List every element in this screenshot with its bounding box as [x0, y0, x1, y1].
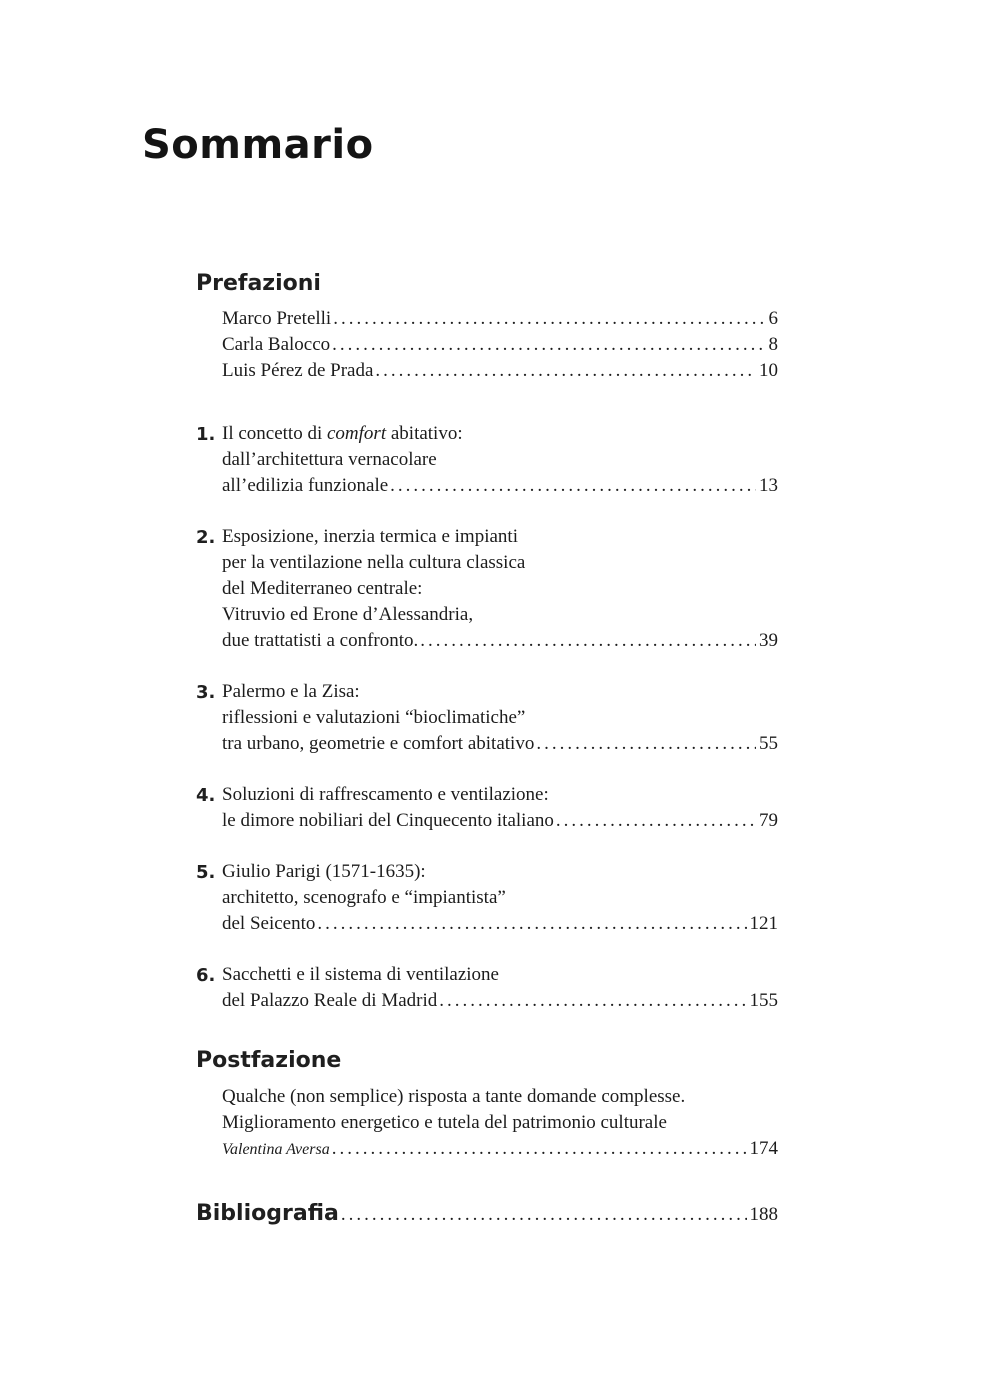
toc-item-page: 188: [749, 1204, 778, 1225]
toc-entry-3: [196, 679, 778, 757]
chapter-number: 2.: [196, 527, 216, 548]
chapter-number: 6.: [196, 965, 216, 986]
chapter-line: per la ventilazione nella cultura classica: [222, 552, 526, 573]
chapter-line: dall’architettura vernacolare: [222, 449, 437, 470]
chapter-line: Palermo e la Zisa:: [222, 681, 360, 702]
postfazione-line: Qualche (non semplice) risposta a tante domande complesse.: [222, 1086, 686, 1107]
chapter-line: Sacchetti e il sistema di ventilazione: [222, 964, 499, 985]
toc-item-page: 174: [749, 1138, 778, 1159]
dot-leader: [332, 332, 765, 358]
chapter-last-line: [222, 808, 778, 834]
toc-item-label: Luis Pérez de Prada: [222, 360, 374, 381]
page-title: Sommario: [142, 122, 374, 168]
chapter-text: due trattatisti a confronto.: [222, 630, 419, 651]
chapter-number: 1.: [196, 424, 216, 445]
chapter-text: Il concetto di: [222, 423, 327, 444]
chapter-text: all’edilizia funzionale: [222, 475, 389, 496]
dot-leader: [390, 473, 756, 499]
postfazione-line: Miglioramento energetico e tutela del patrimonio culturale: [222, 1112, 667, 1133]
postfazione-body: [196, 1084, 778, 1163]
section-bibliografia: [196, 1201, 778, 1228]
chapter-line: del Mediterraneo centrale:: [222, 578, 423, 599]
toc-entry-2: [196, 524, 778, 654]
chapter-line: Vitruvio ed Erone d’Alessandria,: [222, 604, 474, 625]
chapter-line: [222, 421, 778, 447]
chapter-last-line: [222, 731, 778, 757]
toc-item: [222, 332, 778, 358]
chapter-line: Soluzioni di raffrescamento e ventilazione:: [222, 784, 549, 805]
toc-item: [222, 306, 778, 332]
chapter-number: 5.: [196, 862, 216, 883]
toc-item-page: 10: [759, 360, 778, 381]
chapter-number: 3.: [196, 682, 216, 703]
chapter-line: Giulio Parigi (1571-1635):: [222, 861, 426, 882]
prefazioni-heading: Prefazioni: [196, 271, 321, 296]
prefazioni-items: [196, 306, 778, 384]
author-name: Valentina Aversa: [222, 1141, 330, 1158]
chapter-text: del Palazzo Reale di Madrid: [222, 990, 438, 1011]
chapter-line: architetto, scenografo e “impiantista”: [222, 887, 506, 908]
dot-leader: [556, 808, 756, 834]
postfazione-author-line: [222, 1136, 778, 1163]
toc-item-page: 121: [749, 913, 778, 934]
chapter-line: Esposizione, inerzia termica e impianti: [222, 526, 518, 547]
dot-leader: [420, 628, 756, 654]
chapter-text: tra urbano, geometrie e comfort abitativo: [222, 733, 535, 754]
dot-leader: [439, 988, 746, 1014]
section-postfazione: [196, 1047, 778, 1163]
toc-item: [222, 358, 778, 384]
toc-content: [196, 270, 778, 1228]
chapter-line: riflessioni e valutazioni “bioclimatiche”: [222, 707, 526, 728]
toc-item-label: Carla Balocco: [222, 334, 331, 355]
bibliografia-heading: Bibliografia: [196, 1201, 339, 1226]
chapter-last-line: [222, 628, 778, 654]
dot-leader: [317, 911, 746, 937]
chapter-last-line: [222, 988, 778, 1014]
section-prefazioni: [196, 270, 778, 384]
dot-leader: [341, 1202, 747, 1228]
toc-item-page: 8: [768, 334, 778, 355]
toc-entry-6: [196, 962, 778, 1014]
dot-leader: [332, 1136, 747, 1162]
chapter-number: 4.: [196, 785, 216, 806]
toc-item-page: 39: [759, 630, 778, 651]
chapter-last-line: [222, 911, 778, 937]
toc-item-page: 6: [768, 308, 778, 329]
dot-leader: [375, 358, 756, 384]
chapter-text: abitativo:: [386, 423, 463, 444]
chapter-text: le dimore nobiliari del Cinquecento italiano: [222, 810, 554, 831]
toc-item-page: 13: [759, 475, 778, 496]
toc-item-page: 79: [759, 810, 778, 831]
chapter-last-line: [222, 473, 778, 499]
chapter-text: del Seicento: [222, 913, 316, 934]
toc-item-page: 55: [759, 733, 778, 754]
dot-leader: [536, 731, 756, 757]
bibliografia-line: [196, 1201, 778, 1228]
toc-entry-1: [196, 421, 778, 499]
toc-entry-5: [196, 859, 778, 937]
toc-item-page: 155: [749, 990, 778, 1011]
postfazione-heading: Postfazione: [196, 1048, 342, 1073]
chapter-text-italic: comfort: [327, 423, 387, 444]
dot-leader: [333, 306, 765, 332]
toc-entry-4: [196, 782, 778, 834]
toc-item-label: Marco Pretelli: [222, 308, 332, 329]
